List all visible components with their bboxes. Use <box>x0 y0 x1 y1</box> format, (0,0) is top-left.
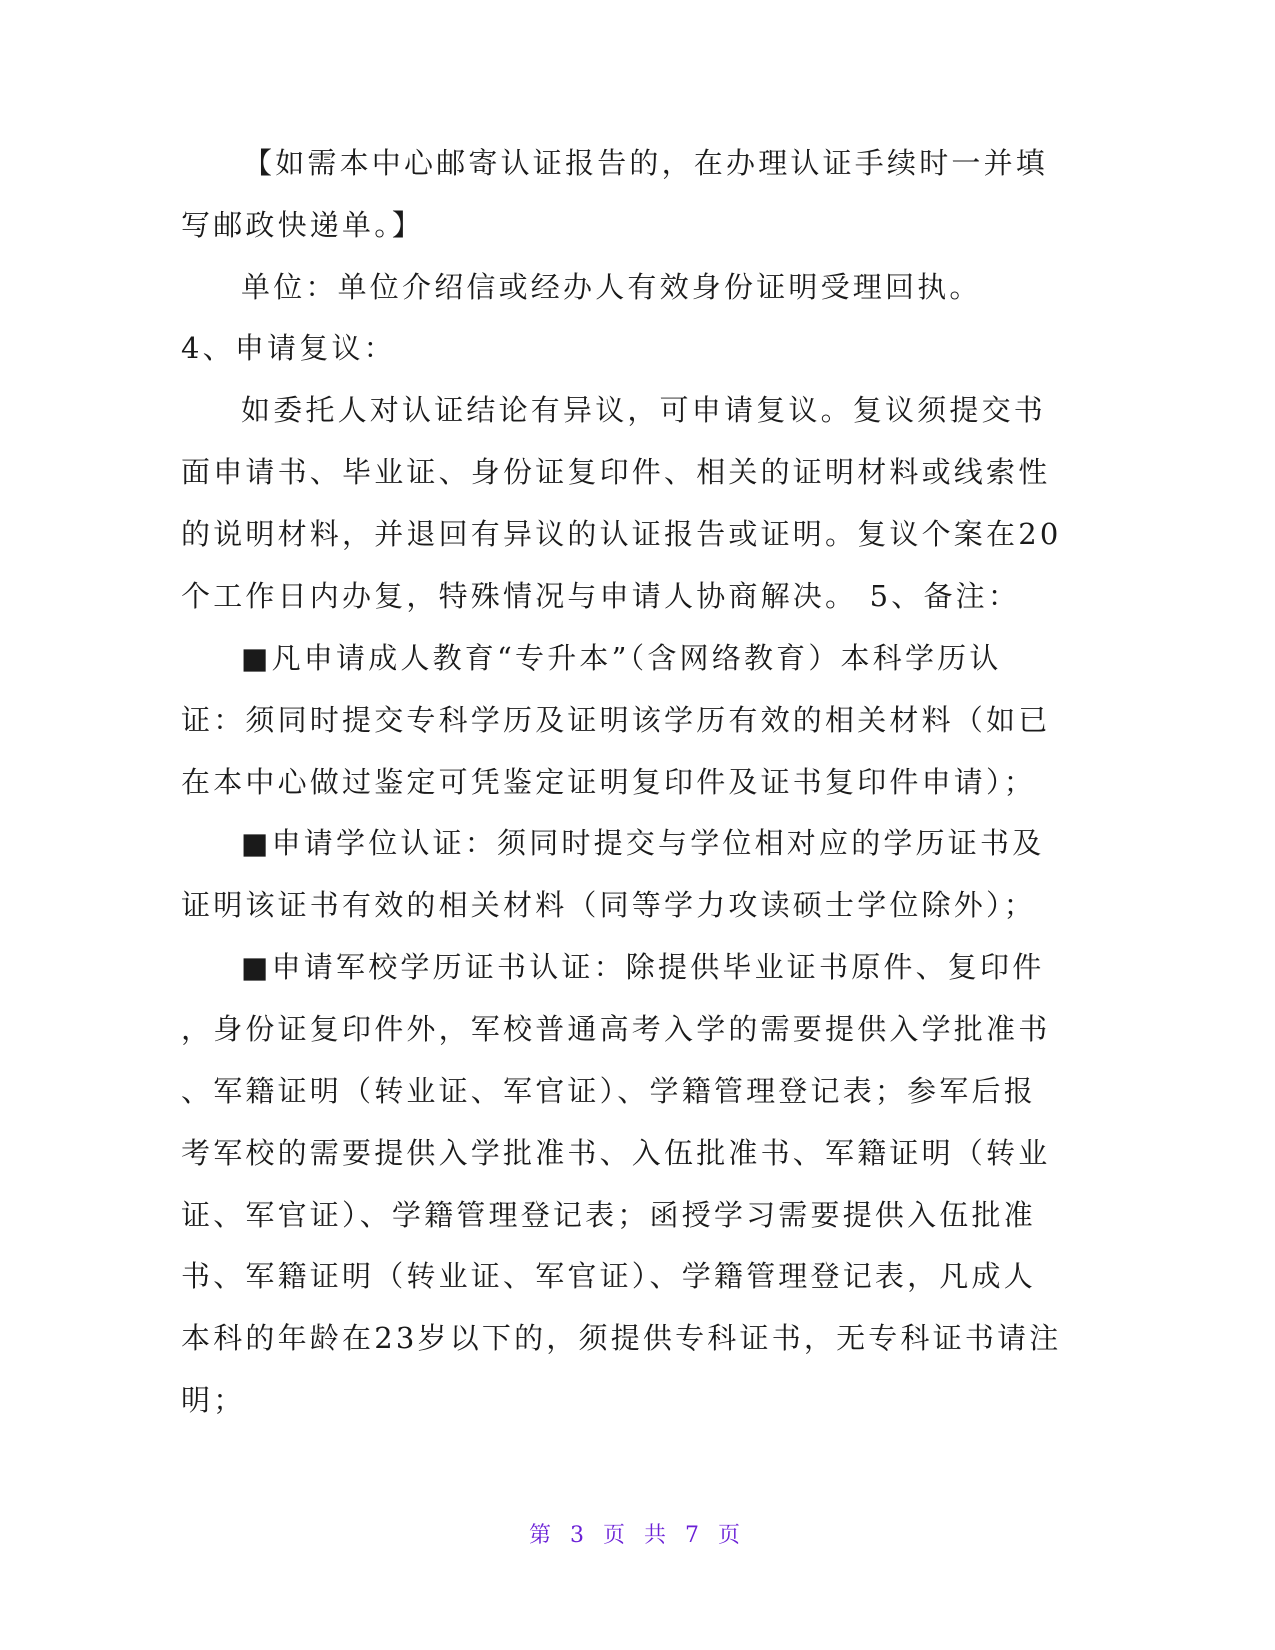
section-heading: 4、申请复议： <box>181 331 396 365</box>
text-line: 面申请书、毕业证、身份证复印件、相关的证明材料或线索性 <box>181 455 1051 489</box>
bullet-line: ■申请军校学历证书认证：除提供毕业证书原件、复印件 <box>241 950 1045 984</box>
text-line: ，身份证复印件外，军校普通高考入学的需要提供入学批准书 <box>181 1012 1051 1046</box>
page-number-footer: 第 3 页 共 7 页 <box>529 1523 746 1548</box>
text-line: 【如需本中心邮寄认证报告的，在办理认证手续时一并填 <box>243 146 1049 180</box>
text-line: 单位：单位介绍信或经办人有效身份证明受理回执。 <box>241 270 982 304</box>
text-line: 证明该证书有效的相关材料（同等学力攻读硕士学位除外）； <box>181 888 1036 922</box>
text-line: 明； <box>181 1383 246 1417</box>
bullet-line: ■凡申请成人教育“专升本”（含网络教育）本科学历认 <box>241 641 1002 675</box>
text-line: 证、军官证）、学籍管理登记表；函授学习需要提供入伍批准 <box>181 1198 1036 1232</box>
text-line: 、军籍证明（转业证、军官证）、学籍管理登记表；参军后报 <box>181 1074 1036 1108</box>
text-line: 书、军籍证明（转业证、军官证）、学籍管理登记表，凡成人 <box>181 1259 1036 1293</box>
text-line: 在本中心做过鉴定可凭鉴定证明复印件及证书复印件申请）； <box>181 765 1036 799</box>
bullet-line: ■申请学位认证：须同时提交与学位相对应的学历证书及 <box>241 826 1045 860</box>
text-line: 写邮政快递单。】 <box>181 208 425 242</box>
text-line: 本科的年龄在23岁以下的，须提供专科证书，无专科证书请注 <box>181 1321 1062 1355</box>
text-line: 的说明材料，并退回有异议的认证报告或证明。复议个案在20 <box>181 517 1062 551</box>
text-line: 证：须同时提交专科学历及证明该学历有效的相关材料（如已 <box>181 703 1051 737</box>
text-line: 考军校的需要提供入学批准书、入伍批准书、军籍证明（转业 <box>181 1136 1051 1170</box>
text-line: 如委托人对认证结论有异议，可申请复议。复议须提交书 <box>241 393 1047 427</box>
text-line: 个工作日内办复，特殊情况与申请人协商解决。 5、备注： <box>181 579 1021 613</box>
